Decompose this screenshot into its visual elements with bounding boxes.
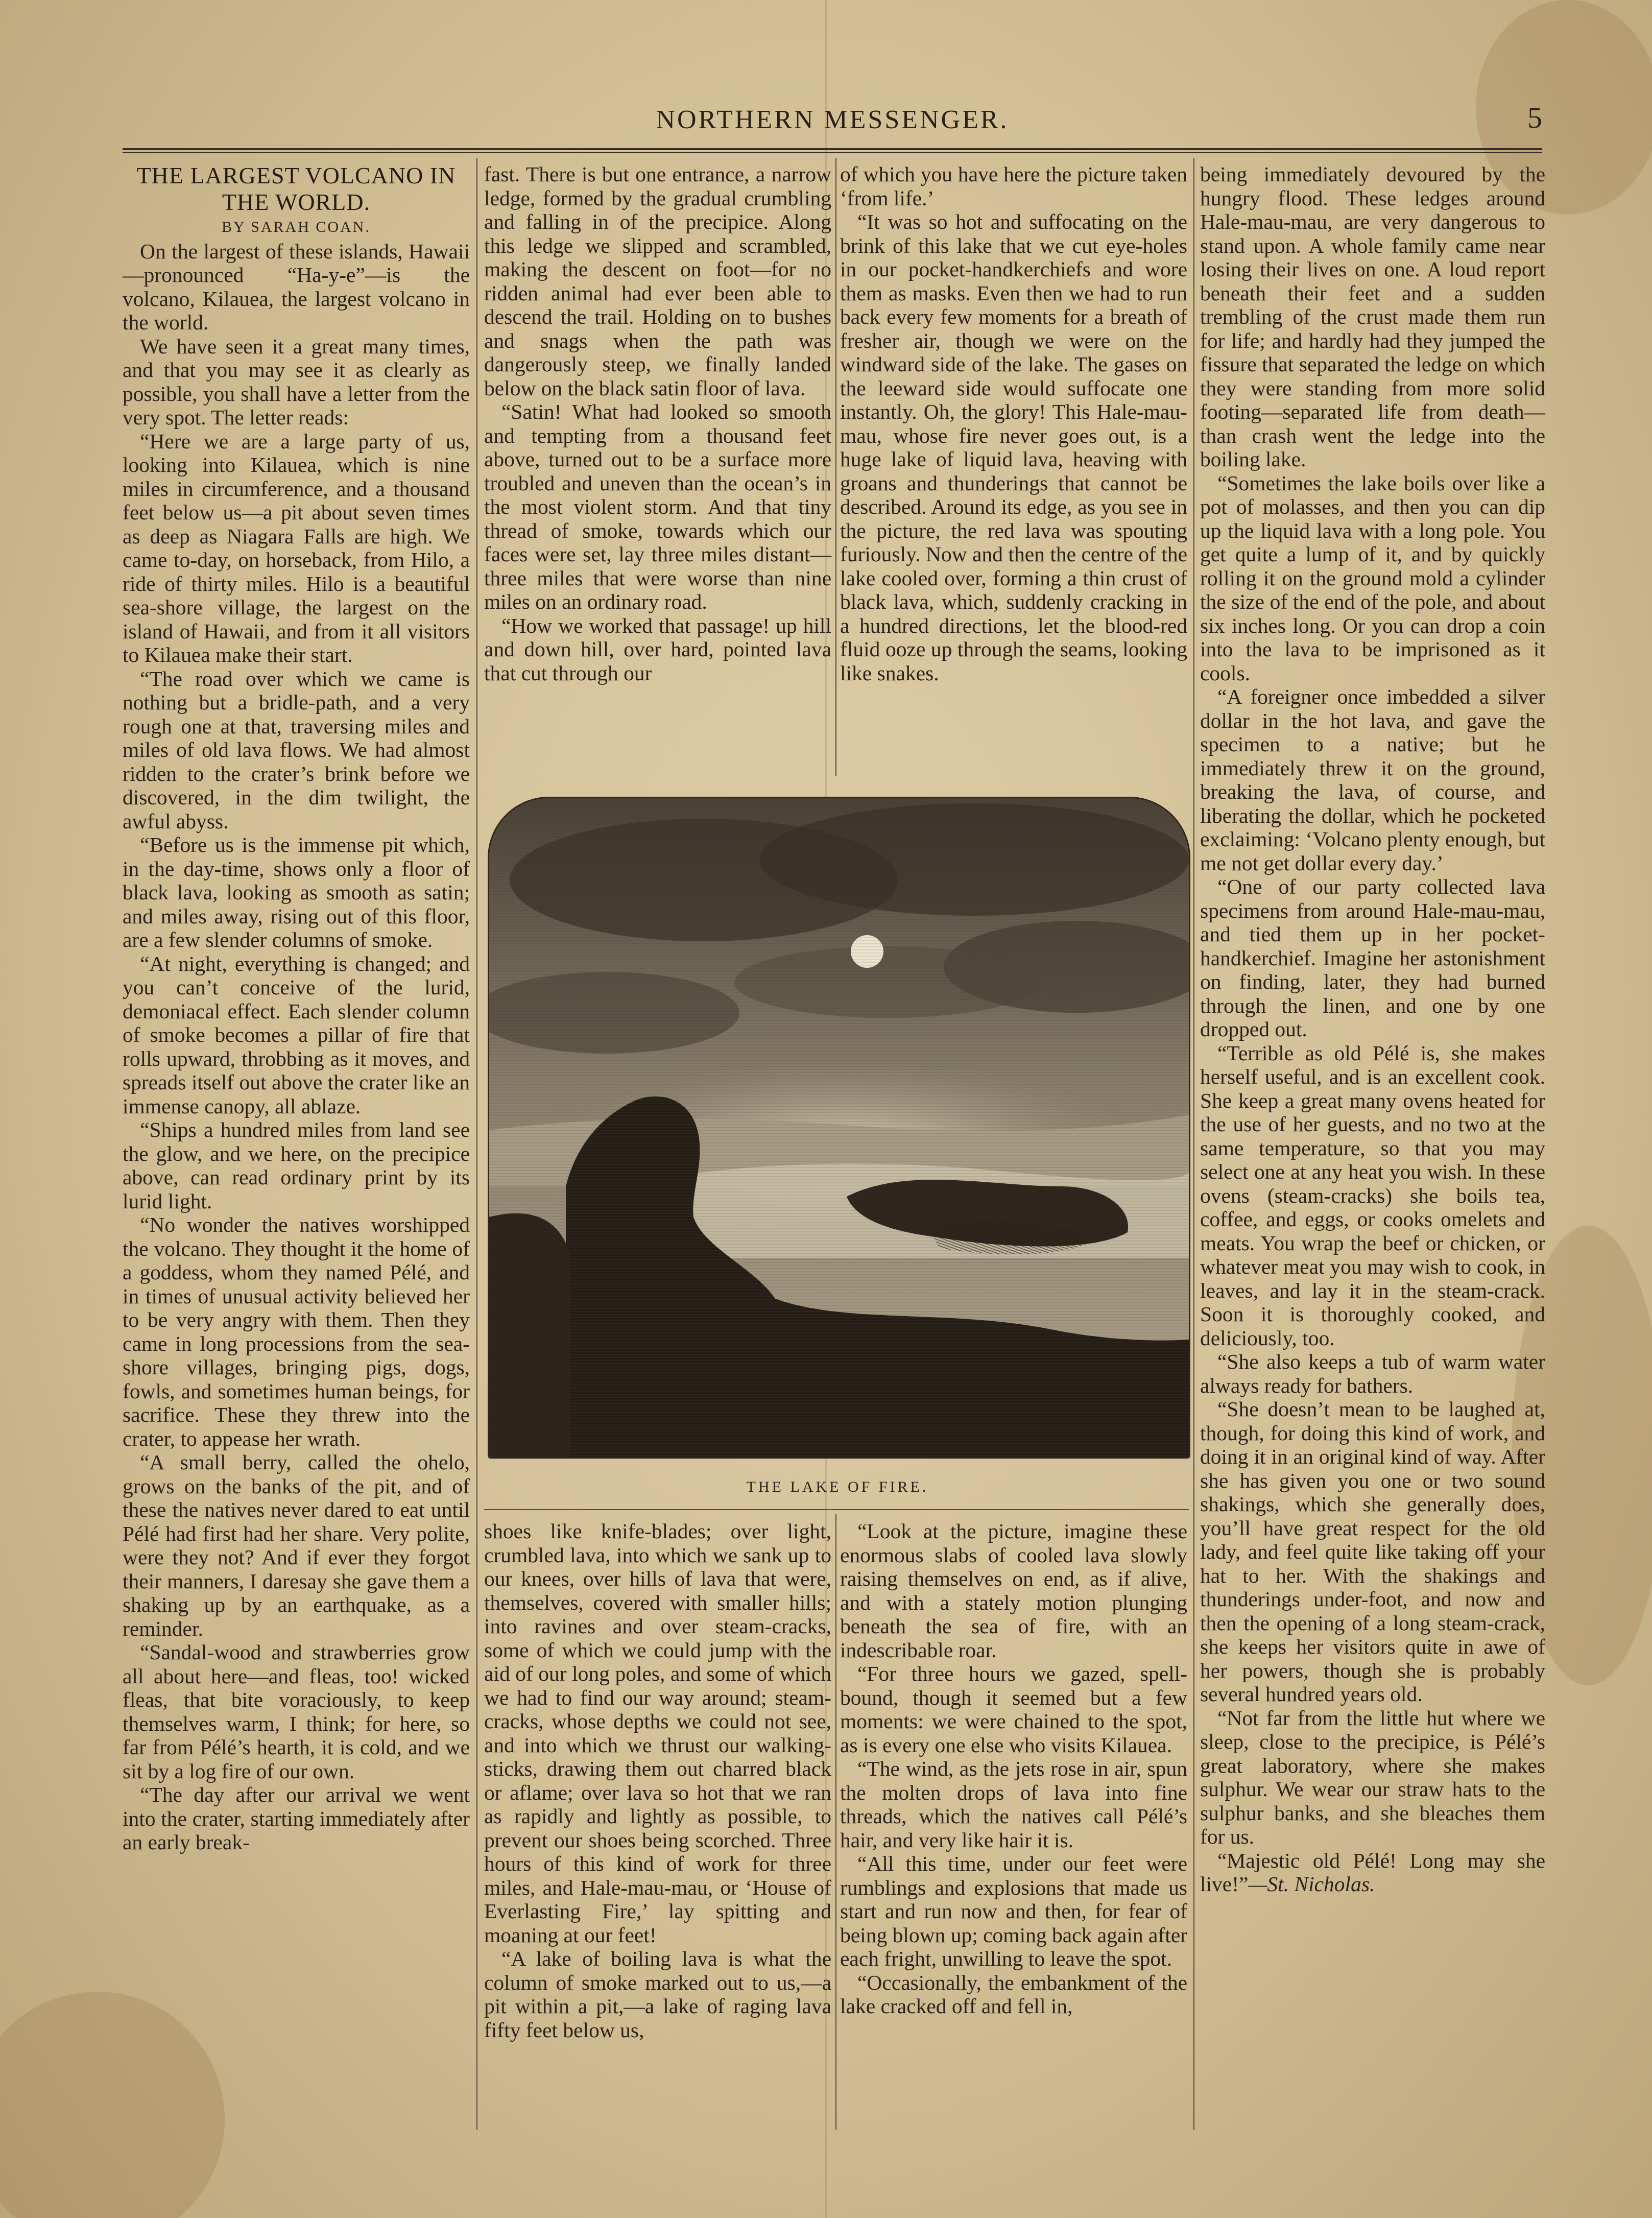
paragraph: On the largest of these islands, Hawaii—pronounced “Ha-y-e”—is the volcano, Kilauea, the largest volcano in the world. bbox=[123, 239, 470, 334]
paragraph: “A small berry, called the ohelo, grows on the banks of the pit, and of these the natives never dared to eat until Pélé had first had her share. Very polite, were they not? And if ever they forgot their manners, I daresay she gave them a shaking up by an earthquake, as a reminder. bbox=[123, 1450, 470, 1640]
paragraph: fast. There is but one entrance, a narrow ledge, formed by the gradual crumbling and falling in of the precipice. Along this ledge we slipped and scrambled, making the descent on foot—for no ridden animal had ever been able to descend the trail. Holding on to bushes and snags when the path was dangerously steep, we finally landed below on the black satin floor of lava. bbox=[484, 162, 831, 400]
paragraph: “Ships a hundred miles from land see the glow, and we here, on the precipice above, can read ordinary print by its lurid light. bbox=[123, 1118, 470, 1213]
paragraph: “One of our party collected lava specimens from around Hale-mau-mau, and tied them up in her pocket-handkerchief. Imagine her astonishment on finding, later, they had burned through the linen, and one by one dropped out. bbox=[1200, 875, 1545, 1041]
paragraph: “How we worked that passage! up hill and down hill, over hard, pointed lava that cut through our bbox=[484, 613, 831, 685]
byline: BY SARAH COAN. bbox=[222, 219, 371, 235]
paragraph: “Occasionally, the embankment of the lake cracked off and fell in, bbox=[840, 1970, 1187, 2018]
caption-rule bbox=[484, 1509, 1189, 1510]
paragraph: “For three hours we gazed, spell-bound, though it seemed but a few moments: we were chained to the spot, as is every one else who visits Kilauea. bbox=[840, 1662, 1187, 1757]
column-rule bbox=[476, 158, 477, 2130]
paragraph: “Sometimes the lake boils over like a pot of molasses, and then you can dip up the liquid lava with a long pole. You get quite a lump of it, and by quickly rolling it on the ground mold a cylinder the size of the end of the pole, and about six inches long. Or you can drop a coin into the lava to be imprisoned as it cools. bbox=[1200, 471, 1545, 685]
paragraph: “Not far from the little hut where we sleep, close to the precipice, is Pélé’s great laboratory, where she makes sulphur. We wear our straw hats to the sulphur banks, and she bleaches them for us. bbox=[1200, 1706, 1545, 1848]
lake-of-fire-engraving bbox=[488, 797, 1190, 1459]
column-rule bbox=[835, 1514, 836, 2130]
running-head: NORTHERN MESSENGER. bbox=[656, 105, 1009, 134]
paragraph: “All this time, under our feet were rumblings and explosions that made us start and run now and then, for fear of being blown up; coming back again after each fright, unwilling to leave the spot. bbox=[840, 1852, 1187, 1970]
paragraph: “The road over which we came is nothing but a bridle-path, and a very rough one at that, traversing miles and miles of old lava flows. We had almost ridden to the crater’s brink before we discovered, in the dim twilight, the awful abyss. bbox=[123, 666, 470, 833]
column-4 bbox=[1200, 162, 1545, 2144]
column-3-bottom bbox=[840, 1519, 1187, 2142]
column-rule bbox=[835, 158, 836, 776]
closing-line: “Majestic old Pélé! Long may she live!” bbox=[1200, 1848, 1545, 1896]
page-header bbox=[123, 101, 1542, 151]
column-rule bbox=[1193, 158, 1194, 2130]
illustration-caption: THE LAKE OF FIRE. bbox=[746, 1478, 929, 1495]
header-rule bbox=[123, 148, 1542, 153]
column-2-bottom bbox=[484, 1519, 831, 2142]
paragraph: being immediately devoured by the hungry flood. These ledges around Hale-mau-mau, are very dangerous to stand upon. A whole family came near losing their lives on one. A loud report beneath their feet and a sudden trembling of the crust made them run for life; and hardly had they jumped the fissure that separated the ledge on which they were standing from more solid footing—separated life from death—than crash went the ledge into the boiling lake. bbox=[1200, 162, 1545, 471]
column-2-top bbox=[484, 162, 831, 755]
paragraph: “At night, everything is changed; and you can’t conceive of the lurid, demoniacal effect. Each slender column of smoke becomes a pillar of fire that rolls upward, throbbing as it moves, and spreads itself out above the crater like an immense canopy, all ablaze. bbox=[123, 951, 470, 1118]
paragraph: “Look at the picture, imagine these enormous slabs of cooled lava slowly raising themselves on end, as if alive, and with a stately motion plunging beneath the sea of fire, with an indescribable roar. bbox=[840, 1519, 1187, 1662]
paragraph bbox=[1200, 1849, 1545, 1896]
paragraph: “Sandal-wood and strawberries grow all about here—and fleas, too! wicked fleas, that bite voraciously, to keep themselves warm, I think; for here, so far from Pélé’s hearth, it is cold, and we sit by a log fire of our own. bbox=[123, 1640, 470, 1783]
paragraph: “Here we are a large party of us, looking into Kilauea, which is nine miles in circumference, and a thousand feet below us—a pit about seven times as deep as Niagara Falls are high. We came to-day, on horseback, from Hilo, a ride of thirty miles. Hilo is a beautiful sea-shore village, the largest on the island of Hawaii, and from it all visitors to Kilauea make their start. bbox=[123, 429, 470, 666]
paragraph: “She doesn’t mean to be laughed at, though, for doing this kind of work, and doing it in an original kind of way. After she has given you one or two sound shakings, which she generally does, you’ll have great respect for the old lady, and feel quite like taking off your hat to her. With the shakings and thunderings under-foot, and now and then the opening of a long steam-crack, she keeps her visitors quite in awe of her powers, though she is probably several hundred years old. bbox=[1200, 1397, 1545, 1706]
paragraph: “Before us is the immense pit which, in the day-time, shows only a floor of black lava, looking as smooth as satin; and miles away, rising out of this floor, are a few slender columns of smoke. bbox=[123, 833, 470, 951]
page-number: 5 bbox=[1527, 101, 1542, 134]
column-3-top bbox=[840, 162, 1187, 755]
paragraph: of which you have here the picture taken ‘from life.’ bbox=[840, 162, 1187, 210]
paragraph: “The day after our arrival we went into the crater, starting immediately after an early break- bbox=[123, 1783, 470, 1854]
paragraph: “Terrible as old Pélé is, she makes herself useful, and is an excellent cook. She keep a great many ovens heated for the use of her guests, and no two at the same temperature, so that you may select one at any heat you wish. In these ovens (steam-cracks) she boils tea, coffee, and eggs, or cooks omelets and meats. You wrap the beef or chicken, or whatever meat you may wish to cook, in leaves, and lay it in the steam-crack. Soon it is thoroughly cooked, and deliciously, too. bbox=[1200, 1041, 1545, 1350]
paragraph: “Satin! What had looked so smooth and tempting from a thousand feet above, turned out to be a surface more troubled and uneven than the ocean’s in the most violent storm. And that tiny thread of smoke, towards which our faces were set, lay three miles distant—three miles that were worse than nine miles on an ordinary road. bbox=[484, 400, 831, 613]
source-credit: —St. Nicholas. bbox=[1248, 1872, 1375, 1896]
paragraph: “The wind, as the jets rose in air, spun the molten drops of lava into fine threads, which the natives call Pélé’s hair, and very like hair it is. bbox=[840, 1757, 1187, 1852]
article-title: THE LARGEST VOLCANO IN THE WORLD. bbox=[136, 162, 456, 215]
paragraph: We have seen it a great many times, and that you may see it as clearly as possible, you shall have a letter from the very spot. The letter reads: bbox=[123, 334, 470, 429]
paragraph: “A foreigner once imbedded a silver dollar in the hot lava, and gave the specimen to a native; but he immediately threw it on the ground, breaking the lava, of course, and liberating the dollar, which he pocketed exclaiming: ‘Volcano plenty enough, but me not get dollar every day.’ bbox=[1200, 685, 1545, 875]
paragraph: “No wonder the natives worshipped the volcano. They thought it the home of a goddess, whom they named Pélé, and in times of unusual activity believed her to be very angry with them. Then they came in long processions from the sea-shore villages, bringing pigs, dogs, fowls, and sometimes human beings, for sacrifice. These they threw into the crater, to appease her wrath. bbox=[123, 1213, 470, 1450]
paragraph: “A lake of boiling lava is what the column of smoke marked out to us,—a pit within a pit,—a lake of raging lava fifty feet below us, bbox=[484, 1947, 831, 2042]
paragraph: shoes like knife-blades; over light, crumbled lava, into which we sank up to our knees, over hills of lava that were, themselves, covered with smaller hills; into ravines and over steam-cracks, some of which we could jump with the aid of our long poles, and some of which we had to find our way around; steam-cracks, whose depths we could not see, and into which we thrust our walking-sticks, drawing them out charred black or aflame; over lava so hot that we ran as rapidly and lightly as possible, to prevent our shoes being scorched. Three hours of this kind of work for three miles, and Hale-mau-mau, or ‘House of Everlasting Fire,’ lay spitting and moaning at our feet! bbox=[484, 1519, 831, 1947]
paragraph: “It was so hot and suffocating on the brink of this lake that we cut eye-holes in our pocket-handkerchiefs and wore them as masks. Even then we had to run back every few moments for a breath of fresher air, though we were on the windward side of the lake. The gases on the leeward side would suffocate one instantly. Oh, the glory! This Hale-mau-mau, whose fire never goes out, is a huge lake of liquid lava, heaving with groans and thunderings that cannot be described. Around its edge, as you see in the picture, the red lava was spouting furiously. Now and then the centre of the lake cooled over, forming a thin crust of black lava, which, suddenly cracking in a hundred directions, let the blood-red fluid ooze up through the seams, looking like snakes. bbox=[840, 210, 1187, 685]
paragraph: “She also keeps a tub of warm water always ready for bathers. bbox=[1200, 1350, 1545, 1397]
column-1 bbox=[123, 162, 470, 2144]
